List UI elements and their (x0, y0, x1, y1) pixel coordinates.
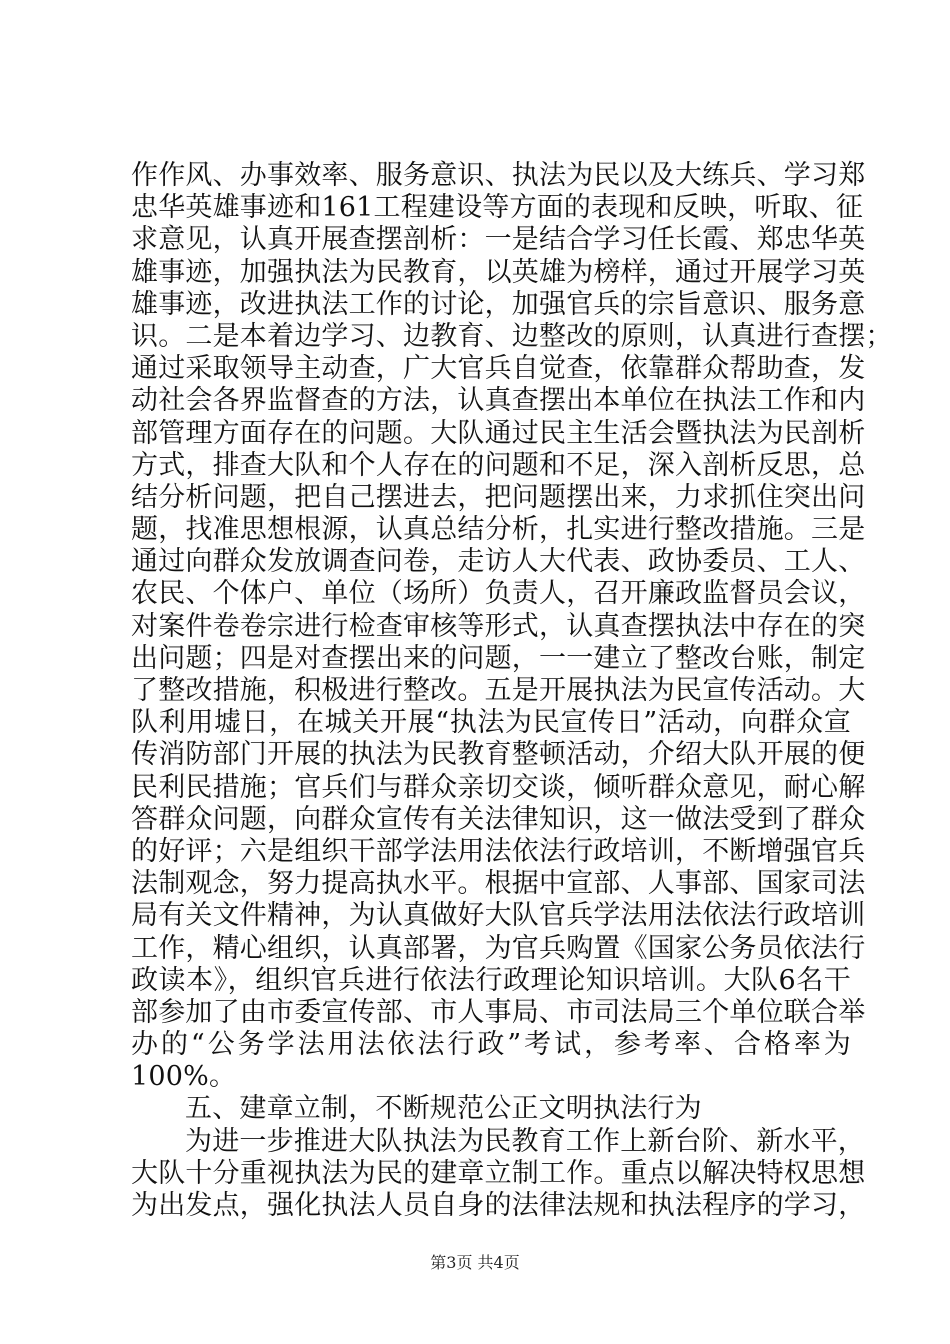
paragraph-line: 农民、个体户、单位（场所）负责人，召开廉政监督员会议， (131, 578, 866, 610)
paragraph-line: 传消防部门开展的执法为民教育整顿活动，介绍大队开展的便 (131, 739, 866, 771)
paragraph-line: 雄事迹，改进执法工作的讨论，加强官兵的宗旨意识、服务意 (131, 288, 866, 320)
paragraph-line: 法制观念，努力提高执水平。根据中宣部、人事部、国家司法 (131, 868, 866, 900)
paragraph-line: 部参加了由市委宣传部、市人事局、市司法局三个单位联合举 (131, 996, 866, 1028)
paragraph-line: 出问题；四是对查摆出来的问题，一一建立了整改台账，制定 (131, 642, 866, 674)
paragraph-line: 作作风、办事效率、服务意识、执法为民以及大练兵、学习郑 (131, 160, 866, 191)
paragraph-line: 工作，精心组织，认真部署，为官兵购置《国家公务员依法行 (131, 932, 866, 964)
paragraph-line: 结分析问题，把自己摆进去，把问题摆出来，力求抓住突出问 (131, 481, 866, 513)
section-heading: 五、建章立制，不断规范公正文明执法行为 (185, 1093, 702, 1125)
paragraph-line: 为出发点，强化执法人员自身的法律法规和执法程序的学习， (131, 1190, 866, 1221)
paragraph-line: 大队十分重视执法为民的建章立制工作。重点以解决特权思想 (131, 1157, 866, 1189)
paragraph-line: 办的“公务学法用法依法行政”考试，参考率、合格率为 (131, 1029, 851, 1061)
paragraph-line: 对案件卷卷宗进行检查审核等形式，认真查摆执法中存在的突 (131, 610, 866, 642)
paragraph-line: 为进一步推进大队执法为民教育工作上新台阶、新水平， (185, 1125, 865, 1157)
paragraph-line: 部管理方面存在的问题。大队通过民主生活会暨执法为民剖析 (131, 417, 866, 449)
paragraph-line: 民利民措施；官兵们与群众亲切交谈，倾听群众意见，耐心解 (131, 771, 866, 803)
paragraph-line: 答群众问题，向群众宣传有关法律知识，这一做法受到了群众 (131, 803, 866, 835)
paragraph-line: 识。二是本着边学习、边教育、边整改的原则，认真进行查摆； (131, 320, 893, 352)
paragraph-line: 通过采取领导主动查，广大官兵自觉查，依靠群众帮助查，发 (131, 353, 866, 385)
paragraph-line: 求意见，认真开展查摆剖析：一是结合学习任长霞、郑忠华英 (131, 224, 866, 256)
paragraph-line: 动社会各界监督查的方法，认真查摆出本单位在执法工作和内 (131, 385, 866, 417)
paragraph-line: 通过向群众发放调查问卷，走访人大代表、政协委员、工人、 (131, 546, 866, 578)
paragraph-line: 忠华英雄事迹和161工程建设等方面的表现和反映，听取、征 (131, 192, 864, 224)
paragraph-line: 的好评；六是组织干部学法用法依法行政培训，不断增强官兵 (131, 835, 866, 867)
paragraph-line: 100%。 (131, 1061, 237, 1093)
paragraph-line: 局有关文件精神，为认真做好大队官兵学法用法依法行政培训 (131, 900, 866, 932)
document-body (131, 160, 893, 1222)
paragraph-line: 队利用墟日，在城关开展“执法为民宣传日”活动，向群众宣 (131, 707, 851, 739)
page-number-footer: 第3页 共4页 (430, 1253, 520, 1272)
paragraph-line: 方式，排查大队和个人存在的问题和不足，深入剖析反思，总 (131, 449, 866, 481)
paragraph-line: 题，找准思想根源，认真总结分析，扎实进行整改措施。三是 (131, 514, 866, 546)
paragraph-line: 政读本》，组织官兵进行依法行政理论知识培训。大队6名干 (131, 964, 851, 996)
paragraph-line: 了整改措施，积极进行整改。五是开展执法为民宣传活动。大 (131, 675, 866, 706)
paragraph-line: 雄事迹，加强执法为民教育，以英雄为榜样，通过开展学习英 (131, 256, 866, 288)
